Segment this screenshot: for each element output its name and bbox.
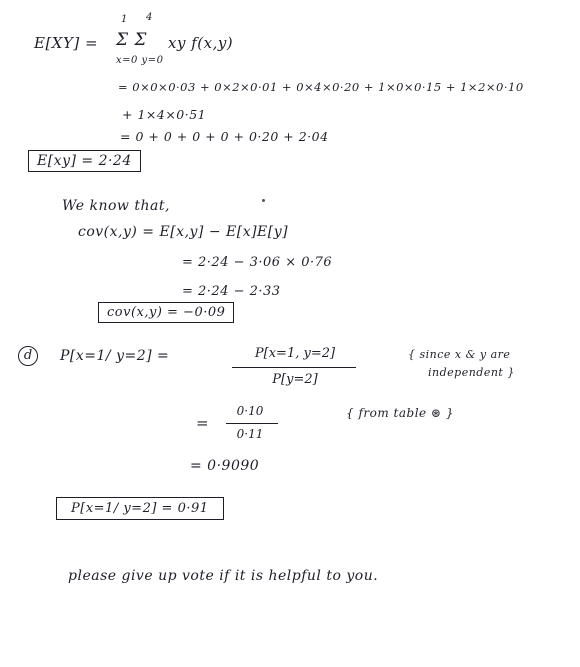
independence-note-line-1: { since x & y are (408, 348, 511, 361)
summand: xy f(x,y) (168, 34, 234, 52)
independence-note-line-2: independent } (428, 366, 515, 379)
covariance-definition: cov(x,y) = E[x,y] − E[x]E[y] (78, 224, 289, 240)
fraction-2-denominator-wrap (222, 427, 278, 441)
fraction-1-denominator-wrap (230, 372, 360, 387)
table-reference-note: { from table ⊛ } (346, 406, 454, 420)
boxed-covariance-result: cov(x,y) = −0·09 (98, 302, 234, 323)
sum1-upper-limit: 1 (121, 14, 128, 25)
conditional-fraction-1 (230, 346, 360, 361)
covariance-simplify: = 2·24 − 2·33 (182, 284, 281, 299)
conditional-prob-decimal: = 0·9090 (190, 458, 260, 474)
equals-sign-2: = (196, 414, 210, 432)
fraction-2-numerator: 0·10 (236, 404, 264, 418)
expectation-lhs: E[XY] = (34, 34, 99, 52)
we-know-that: We know that, (62, 198, 170, 214)
fraction-1-denominator: P[y=2] (272, 372, 318, 387)
boxed-exy-result: E[xy] = 2·24 (28, 150, 141, 172)
conditional-fraction-2 (222, 404, 278, 418)
expansion-line-1: = 0×0×0·03 + 0×2×0·01 + 0×4×0·20 + 1×0×0·15 + 1×2×0·10 (118, 80, 524, 94)
part-d-label: d (18, 346, 38, 366)
fraction-2-bar (226, 423, 278, 424)
conditional-prob-lhs: P[x=1/ y=2] = (60, 348, 170, 364)
fraction-1-numerator: P[x=1, y=2] (254, 346, 336, 361)
expansion-line-3: = 0 + 0 + 0 + 0 + 0·20 + 2·04 (120, 129, 329, 144)
covariance-substitution: = 2·24 − 3·06 × 0·76 (182, 255, 333, 270)
double-sum-signs: Σ Σ (116, 30, 147, 50)
sum-lower-limits: x=0 y=0 (116, 55, 164, 66)
sum2-upper-limit: 4 (146, 12, 153, 23)
fraction-1-bar (232, 367, 356, 368)
stray-mark (262, 199, 265, 202)
expansion-line-2: + 1×4×0·51 (122, 107, 207, 122)
fraction-2-denominator: 0·11 (236, 427, 264, 441)
upvote-request-note: please give up vote if it is helpful to you. (68, 568, 379, 584)
boxed-conditional-result: P[x=1/ y=2] = 0·91 (56, 497, 224, 520)
